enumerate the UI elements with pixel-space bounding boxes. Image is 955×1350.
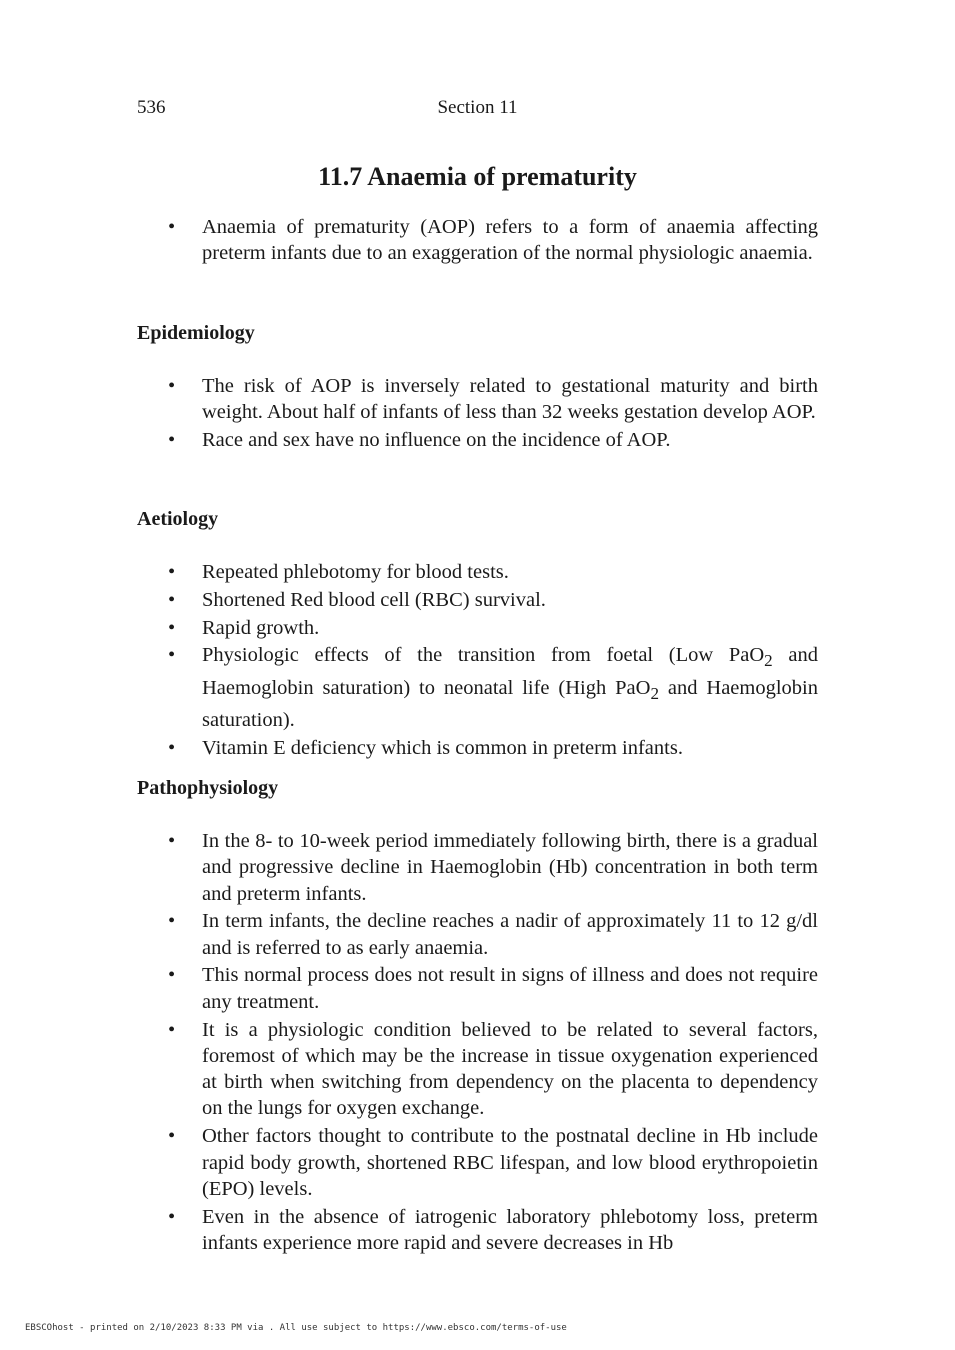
running-head: Section 11: [437, 97, 518, 118]
list-item: • This normal process does not result in signs of illness and does not require any treatment.: [166, 962, 818, 1015]
list-item: • Even in the absence of iatrogenic laboratory phlebotomy loss, preterm infants experience more rapid and severe decreases in Hb: [166, 1204, 818, 1257]
page-number: 536: [137, 97, 166, 118]
list-item: • Vitamin E deficiency which is common in preterm infants.: [166, 735, 818, 761]
list-item: • In the 8- to 10-week period immediately following birth, there is a gradual and progressive decline in Haemoglobin (Hb) concentration in both term and preterm infants.: [166, 828, 818, 907]
section-heading-pathophysiology: Pathophysiology: [137, 777, 279, 799]
subscript: 2: [764, 651, 773, 671]
subscript: 2: [650, 683, 659, 703]
list-item: • In term infants, the decline reaches a nadir of approximately 11 to 12 g/dl and is referred to as early anaemia.: [166, 908, 818, 961]
list-item: • Rapid growth.: [166, 615, 818, 641]
list-item: • Race and sex have no influence on the incidence of AOP.: [166, 427, 818, 453]
list-item: • It is a physiologic condition believed to be related to several factors, foremost of which may be the increase in tissue oxygenation experienced at birth when switching from dependency on the placenta to dependency on the lungs for oxygen exchange.: [166, 1017, 818, 1122]
page-title: 11.7 Anaemia of prematurity: [318, 162, 637, 191]
footer-notice: EBSCOhost - printed on 2/10/2023 8:33 PM via . All use subject to https://www.ebsco.com/terms-of-use: [25, 1323, 567, 1333]
section-heading-aetiology: Aetiology: [137, 508, 219, 530]
epidemiology-list: [166, 373, 818, 455]
aetiology-list: [166, 559, 818, 763]
list-item-text: and Haemoglobin saturation) to neonatal life (High PaO: [202, 644, 818, 699]
list-item: [166, 642, 818, 733]
intro-list: [166, 214, 818, 268]
list-item-text: Physiologic effects of the transition from foetal (Low PaO: [202, 644, 765, 667]
list-item: • Other factors thought to contribute to the postnatal decline in Hb include rapid body growth, shortened RBC lifespan, and low blood erythropoietin (EPO) levels.: [166, 1123, 818, 1202]
list-item: • Anaemia of prematurity (AOP) refers to a form of anaemia affecting preterm infants due to an exaggeration of the normal physiologic anaemia.: [166, 214, 818, 267]
list-item: • Shortened Red blood cell (RBC) survival.: [166, 587, 818, 613]
section-heading-epidemiology: Epidemiology: [137, 322, 255, 344]
list-item: • Repeated phlebotomy for blood tests.: [166, 559, 818, 585]
list-item: • The risk of AOP is inversely related to gestational maturity and birth weight. About half of infants of less than 32 weeks gestation develop AOP.: [166, 373, 818, 426]
list-item-text: and Haemoglobin saturation).: [202, 676, 818, 732]
pathophysiology-list: [166, 828, 818, 1258]
